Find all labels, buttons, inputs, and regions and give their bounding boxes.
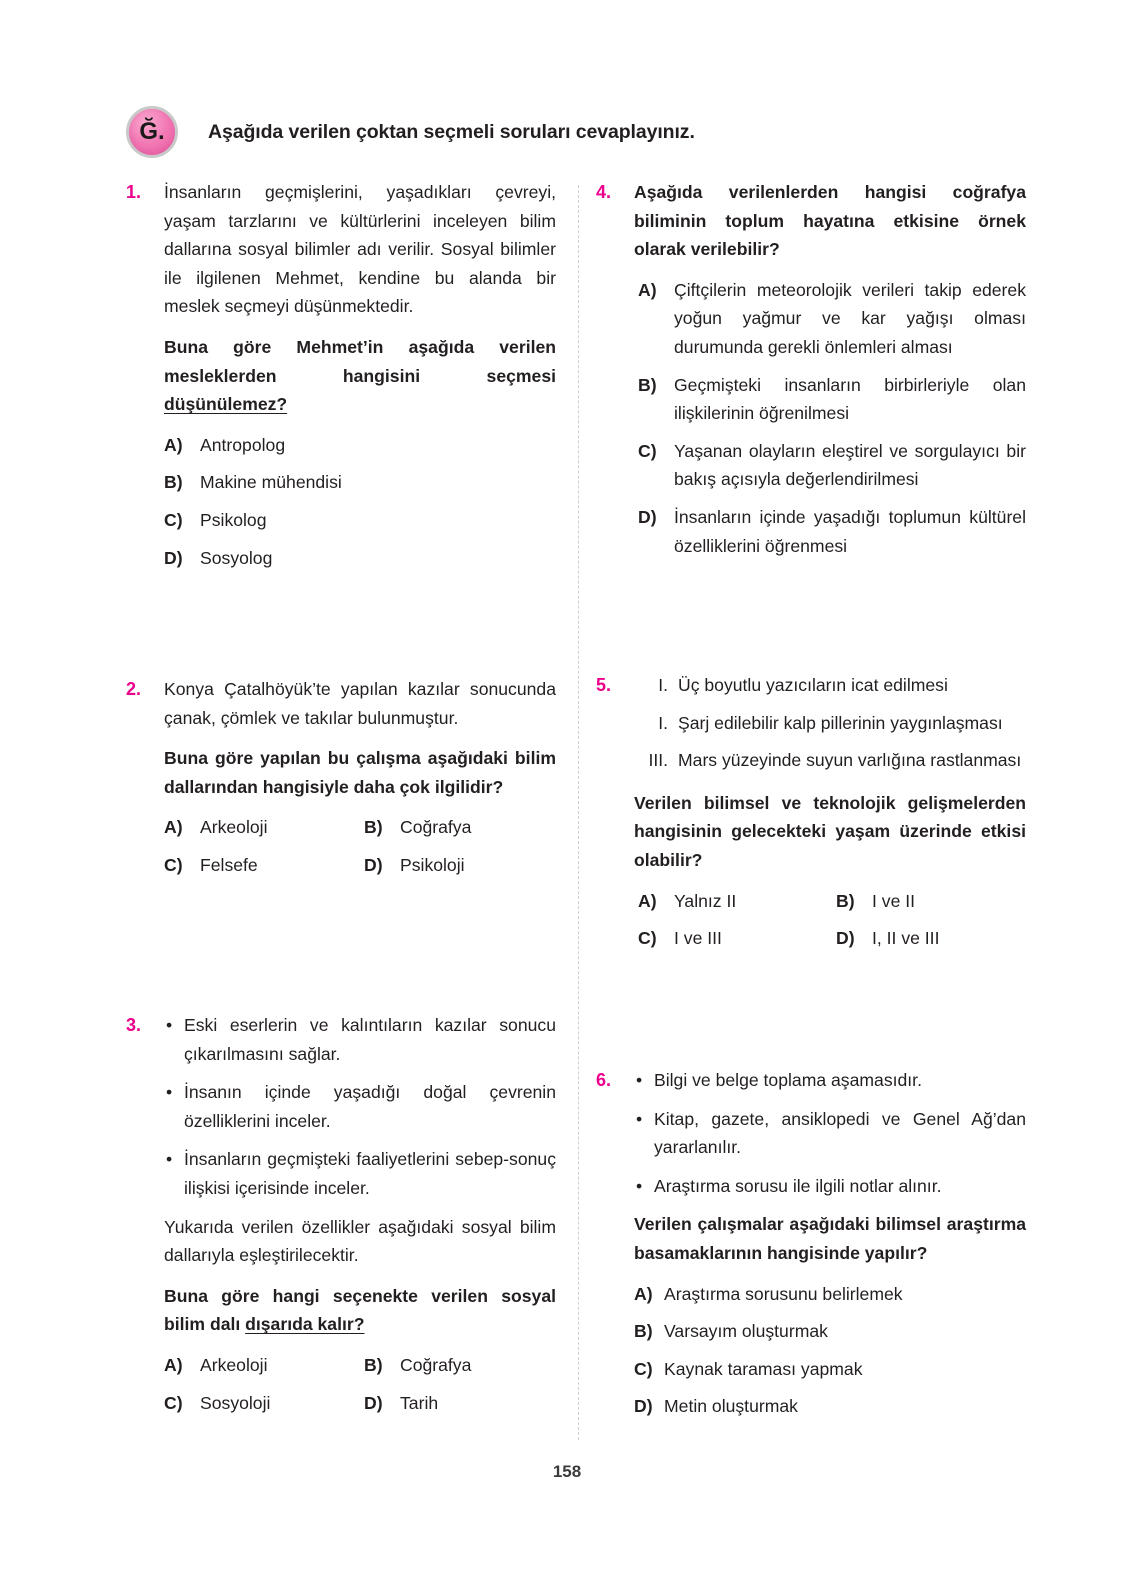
bullet-icon: •	[166, 1082, 173, 1103]
section-header	[126, 104, 1026, 160]
roman-numeral: I.	[658, 712, 668, 733]
option-row[interactable]	[164, 431, 556, 460]
option-letter: D)	[638, 506, 657, 527]
list-item-text: Kitap, gazete, ansiklopedi ve Genel Ağ’dan yararlanılır.	[654, 1108, 1026, 1158]
option-letter: B)	[638, 374, 657, 395]
option-text: Tarih	[400, 1392, 439, 1413]
question-3-prompt-emphasis: dışarıda kalır?	[245, 1314, 365, 1335]
question-1-stem: İnsanların geçmişlerini, yaşadıkları çevreyi, yaşam tarzlarını ve kültürlerini inceleyen bilim dallarına sosyal bilimler adı verilir. Sosyal bilimler ile ilgilenen Mehmet, kendine bu alanda bir meslek seçmeyi düşünmektedir.	[164, 182, 556, 317]
option-text: Arkeoloji	[200, 817, 268, 838]
option-row[interactable]	[364, 813, 556, 842]
option-text: Metin oluşturmak	[664, 1396, 798, 1417]
option-row[interactable]	[836, 887, 1026, 916]
section-badge	[126, 106, 178, 158]
question-3-stem: Yukarıda verilen özellikler aşağıdaki sosyal bilim dallarıyla eşleştirilecektir.	[164, 1216, 556, 1266]
list-item-text: İnsanın içinde yaşadığı doğal çevrenin özelliklerini inceler.	[184, 1082, 556, 1131]
question-4-prompt: Aşağıda verilenlerden hangisi coğrafya biliminin toplum hayatına etkisine örnek olarak verilebilir?	[634, 182, 1026, 260]
option-text: Sosyoloji	[200, 1392, 271, 1413]
list-item	[634, 1066, 1026, 1095]
bullet-icon: •	[166, 1149, 173, 1170]
option-row[interactable]	[638, 371, 1026, 428]
option-letter: D)	[364, 1392, 383, 1413]
option-letter: A)	[638, 279, 657, 300]
option-row[interactable]	[634, 1280, 1026, 1309]
question-5	[596, 671, 1026, 953]
question-2-prompt: Buna göre yapılan bu çalışma aşağıdaki bilim dallarından hangisiyle daha çok ilgilidir?	[164, 748, 556, 797]
question-3-number: 3.	[126, 1015, 142, 1035]
option-row[interactable]	[164, 544, 556, 573]
question-3	[126, 1011, 556, 1417]
option-letter: C)	[638, 440, 657, 461]
bullet-icon: •	[636, 1070, 643, 1090]
option-letter: A)	[164, 434, 183, 455]
list-item-text: Araştırma sorusu ile ilgili notlar alınır.	[654, 1175, 942, 1196]
question-1-prompt-text: Buna göre Mehmet’in aşağıda verilen mesleklerden hangisini seçmesi	[164, 336, 556, 386]
question-2-stem: Konya Çatalhöyük’te yapılan kazılar sonucunda çanak, çömlek ve takılar bulunmuştur.	[164, 679, 556, 728]
page-number: 158	[552, 1462, 582, 1481]
option-row[interactable]	[836, 924, 1026, 953]
question-5-prompt: Verilen bilimsel ve teknolojik gelişmelerden hangisinin gelecekteki yaşam üzerinde etkisi olabilir?	[634, 792, 1026, 870]
question-6-number: 6.	[596, 1070, 612, 1090]
option-letter: D)	[836, 928, 855, 949]
option-row[interactable]	[164, 1351, 356, 1380]
list-item-text: Bilgi ve belge toplama aşamasıdır.	[654, 1070, 922, 1090]
roman-numeral: I.	[658, 675, 668, 695]
question-6	[596, 1066, 1026, 1421]
bullet-icon: •	[636, 1175, 643, 1196]
question-2-options	[164, 813, 556, 879]
question-2-number: 2.	[126, 679, 142, 699]
question-1-options	[164, 431, 556, 572]
section-instruction: Aşağıda verilen çoktan seçmeli soruları cevaplayınız.	[208, 120, 695, 143]
option-row[interactable]	[638, 887, 828, 916]
roman-numeral: III.	[648, 750, 668, 771]
option-letter: D)	[364, 854, 383, 875]
question-1-prompt	[164, 333, 556, 419]
list-item	[164, 1078, 556, 1135]
option-text: Kaynak taraması yapmak	[664, 1358, 863, 1379]
question-4-options	[634, 276, 1026, 560]
question-6-prompt: Verilen çalışmalar aşağıdaki bilimsel araştırma basamaklarının hangisinde yapılır?	[634, 1214, 1026, 1263]
list-item-text: Eski eserlerin ve kalıntıların kazılar sonucu çıkarılmasını sağlar.	[184, 1015, 556, 1064]
option-text: Psikolog	[200, 509, 267, 530]
option-text: I ve II	[872, 890, 916, 911]
list-item	[634, 746, 1026, 775]
question-1-prompt-emphasis: düşünülemez?	[164, 394, 288, 415]
option-row[interactable]	[164, 813, 356, 842]
option-row[interactable]	[164, 506, 556, 535]
option-letter: C)	[638, 928, 657, 949]
option-letter: C)	[634, 1358, 653, 1379]
question-6-bullets	[634, 1066, 1026, 1200]
option-text: Varsayım oluşturmak	[664, 1321, 828, 1342]
option-row[interactable]	[634, 1355, 1026, 1384]
list-item	[164, 1011, 556, 1068]
option-text: Sosyolog	[200, 547, 273, 568]
list-item-text: İnsanların geçmişteki faaliyetlerini sebep-sonuç ilişkisi içerisinde inceler.	[184, 1149, 556, 1198]
option-text: Araştırma sorusunu belirlemek	[664, 1283, 903, 1304]
option-letter: D)	[164, 547, 183, 568]
list-item	[634, 709, 1026, 738]
section-badge-label: Ğ.	[139, 118, 165, 145]
option-row[interactable]	[638, 503, 1026, 560]
question-3-bullets	[164, 1011, 556, 1203]
option-row[interactable]	[364, 851, 556, 880]
question-5-roman-list	[634, 671, 1026, 775]
option-letter: B)	[364, 1354, 383, 1375]
bullet-icon: •	[166, 1015, 173, 1035]
option-row[interactable]	[638, 276, 1026, 362]
option-letter: C)	[164, 854, 183, 875]
option-letter: B)	[634, 1321, 653, 1342]
question-1	[126, 178, 556, 572]
list-item	[634, 1172, 1026, 1201]
option-text: Yaşanan olayların eleştirel ve sorgulayıcı bir bakış açısıyla değerlendirilmesi	[674, 440, 1026, 490]
question-2	[126, 675, 556, 880]
option-letter: C)	[164, 1392, 183, 1413]
bullet-icon: •	[636, 1108, 643, 1129]
column-divider	[578, 185, 579, 1440]
list-item	[634, 671, 1026, 700]
option-letter: A)	[164, 1354, 183, 1375]
option-letter: A)	[638, 890, 657, 911]
option-row[interactable]	[164, 851, 356, 880]
question-3-prompt-text: Buna göre hangi seçenekte verilen sosyal bilim dalı	[164, 1285, 556, 1335]
option-text: Çiftçilerin meteorolojik verileri takip ederek yoğun yağmur ve kar yağışı olması durumunda gerekli önlemleri alması	[674, 279, 1026, 357]
option-text: Coğrafya	[400, 1354, 472, 1375]
option-text: Antropolog	[200, 434, 286, 455]
option-letter: D)	[634, 1396, 653, 1417]
option-letter: C)	[164, 509, 183, 530]
option-row[interactable]	[638, 437, 1026, 494]
option-letter: B)	[164, 472, 183, 493]
question-5-number: 5.	[596, 675, 612, 695]
option-letter: B)	[836, 890, 855, 911]
question-3-options	[164, 1351, 556, 1417]
question-4-number: 4.	[596, 182, 612, 202]
option-row[interactable]	[638, 924, 828, 953]
list-item	[164, 1145, 556, 1202]
option-letter: B)	[364, 817, 383, 838]
option-row[interactable]	[634, 1392, 1026, 1421]
option-letter: A)	[164, 817, 183, 838]
question-6-options	[634, 1280, 1026, 1421]
option-row[interactable]	[634, 1317, 1026, 1346]
option-text: Makine mühendisi	[200, 472, 342, 493]
question-4	[596, 178, 1026, 560]
option-row[interactable]	[164, 468, 556, 497]
question-3-prompt	[164, 1282, 556, 1339]
option-text: Arkeoloji	[200, 1354, 268, 1375]
list-item	[634, 1105, 1026, 1162]
option-text: Psikoloji	[400, 854, 465, 875]
option-text: Yalnız II	[674, 890, 737, 911]
list-item-text: Üç boyutlu yazıcıların icat edilmesi	[678, 675, 948, 695]
option-row[interactable]	[164, 1389, 356, 1418]
option-text: İnsanların içinde yaşadığı toplumun kültürel özelliklerini öğrenmesi	[674, 506, 1026, 556]
option-letter: A)	[634, 1283, 653, 1304]
option-row[interactable]	[364, 1389, 556, 1418]
question-5-options	[634, 887, 1026, 953]
list-item-text: Şarj edilebilir kalp pillerinin yaygınlaşması	[678, 712, 1003, 733]
option-text: I, II ve III	[872, 928, 940, 949]
option-text: Coğrafya	[400, 817, 472, 838]
option-row[interactable]	[364, 1351, 556, 1380]
option-text: Felsefe	[200, 854, 258, 875]
list-item-text: Mars yüzeyinde suyun varlığına rastlanması	[678, 750, 1022, 771]
option-text: I ve III	[674, 928, 722, 949]
question-1-number: 1.	[126, 182, 142, 202]
option-text: Geçmişteki insanların birbirleriyle olan ilişkilerinin öğrenilmesi	[674, 374, 1026, 424]
